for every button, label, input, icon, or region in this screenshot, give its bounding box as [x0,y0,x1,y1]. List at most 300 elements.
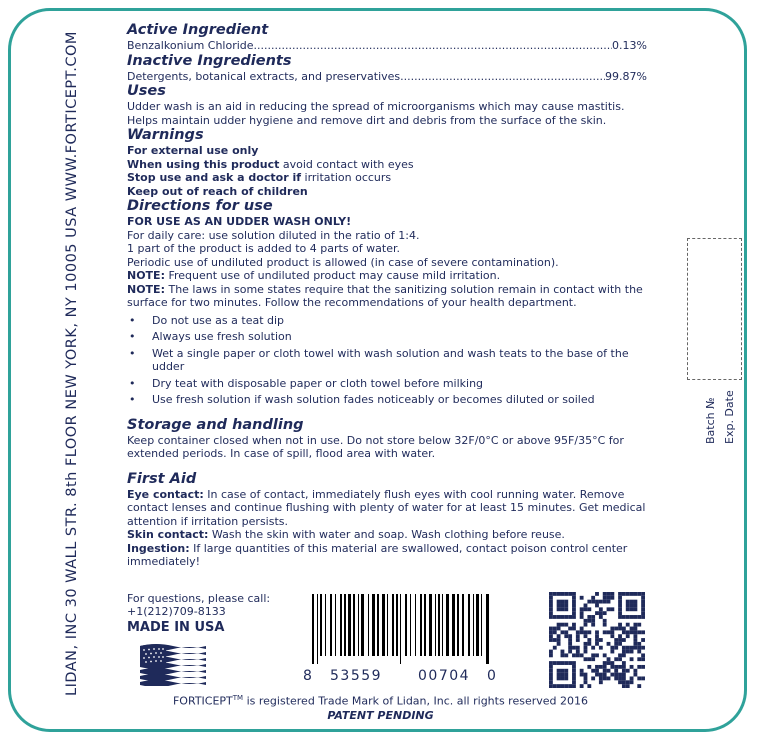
patent-pending: PATENT PENDING [327,709,434,722]
qr-module [637,684,641,688]
barcode-bar [387,594,388,656]
barcode-bar [372,594,375,656]
qr-module [603,653,607,657]
qr-module [580,669,584,673]
qr-module [603,630,607,634]
qr-module [564,600,568,604]
qr-module [564,676,568,680]
qr-module [626,604,630,608]
qr-module [572,661,576,665]
barcode-bar [353,594,355,656]
barcode-bar [325,594,326,656]
qr-module [557,638,561,642]
note-label: NOTE: [127,282,165,296]
qr-module [595,592,599,596]
qr-module [584,619,588,623]
qr-module [641,596,645,600]
qr-module [618,607,622,611]
qr-module [549,592,553,596]
qr-module [572,607,576,611]
qr-module [633,607,637,611]
qr-module [564,673,568,677]
qr-module [637,592,641,596]
qr-module [553,592,557,596]
qr-module [557,604,561,608]
qr-module [564,607,568,611]
qr-module [641,657,645,661]
barcode-bar [486,594,489,664]
barcode-bar [481,594,482,656]
warning-using-label: When using this product [127,157,280,171]
directions-line-3: Periodic use of undiluted product is allowed (in case of severe contamination). [127,255,559,269]
active-ingredient-value: 0.13% [612,39,647,52]
qr-module [614,627,618,631]
list-item: • Dry teat with disposable paper or cloth towel before milking [127,377,647,391]
qr-module [622,680,626,684]
qr-module [603,673,607,677]
qr-module [549,604,553,608]
qr-module [572,665,576,669]
warning-stop-use [127,171,647,185]
qr-module [591,596,595,600]
qr-module [603,661,607,665]
trademark-sup: TM [232,694,244,702]
qr-module [614,676,618,680]
barcode-bar [400,594,401,664]
barcode-bar [312,594,314,664]
trademark-notice [0,694,761,708]
barcode-bar [361,594,364,656]
qr-module [591,657,595,661]
qr-module [607,676,611,680]
qr-module [633,623,637,627]
qr-module [568,650,572,654]
skin-contact-label: Skin contact: [127,528,209,541]
qr-module [561,676,565,680]
qr-module [568,627,572,631]
qr-module [637,642,641,646]
qr-code [549,592,645,688]
qr-module [599,680,603,684]
qr-module [618,615,622,619]
qr-module [557,642,561,646]
qr-module [622,653,626,657]
qr-module [564,623,568,627]
qr-module [587,619,591,623]
qr-module [599,638,603,642]
barcode-bar [340,594,342,656]
qr-module [576,653,580,657]
qr-module [549,676,553,680]
qr-module [633,600,637,604]
qr-module [626,630,630,634]
qr-module [561,669,565,673]
qr-module [626,623,630,627]
note-label: NOTE: [127,269,165,282]
qr-module [549,661,553,665]
qr-module [607,642,611,646]
qr-module [572,676,576,680]
qr-module [603,665,607,669]
barcode-digits-left: 53559 [330,668,383,684]
qr-module [568,592,572,596]
qr-module [641,600,645,604]
qr-module [557,600,561,604]
qr-module [641,611,645,615]
qr-module [564,634,568,638]
phone-number: +1(212)709-8133 [127,605,226,618]
skin-contact-text: Wash the skin with water and soap. Wash clothing before reuse. [208,528,565,541]
qr-module [561,661,565,665]
qr-module [607,669,611,673]
barcode-digit-last: 0 [487,668,498,684]
qr-module [595,665,599,669]
warning-stop-label: Stop use and ask a doctor if [127,171,302,184]
qr-module [633,634,637,638]
dot-leader [254,39,613,53]
active-ingredient-heading: Active Ingredient [127,22,269,38]
qr-module [622,646,626,650]
qr-module [553,646,557,650]
qr-module [572,673,576,677]
qr-module [622,661,626,665]
barcode-bar [476,594,479,656]
directions-note-2 [127,283,647,310]
qr-module [572,611,576,615]
qr-module [553,661,557,665]
qr-module [595,634,599,638]
qr-module [607,607,611,611]
directions-heading: Directions for use [127,198,273,214]
qr-module [572,615,576,619]
qr-module [641,665,645,669]
qr-module [549,627,553,631]
warning-children: Keep out of reach of children [127,184,308,198]
warnings-heading: Warnings [127,127,204,143]
barcode-bar [420,594,422,656]
trademark-brand: FORTICEPT [172,694,233,708]
qr-module [561,630,565,634]
barcode-bar [415,594,416,656]
barcode-bar [348,594,351,656]
qr-module [587,657,591,661]
qr-module [561,650,565,654]
qr-module [557,669,561,673]
qr-module [584,607,588,611]
qr-module [549,665,553,669]
qr-module [572,604,576,608]
qr-module [610,596,614,600]
uses-heading: Uses [127,83,166,99]
qr-module [618,623,622,627]
qr-module [553,627,557,631]
storage-text: Keep container closed when not in use. Do not store below 32F/0°C or above 95F/35°C for extended periods. In case of spill, flood area with water. [127,433,624,460]
qr-module [618,627,622,631]
qr-module [630,680,634,684]
barcode-bar [452,594,455,656]
qr-module [595,669,599,673]
qr-module [610,634,614,638]
qr-module [549,630,553,634]
qr-module [599,673,603,677]
qr-module [591,653,595,657]
qr-module [557,607,561,611]
qr-module [610,607,614,611]
qr-module [591,676,595,680]
ingestion-text: If large quantities of this material are swallowed, contact poison control center immediately! [127,541,628,568]
qr-module [603,600,607,604]
qr-module [633,604,637,608]
qr-module [549,611,553,615]
qr-module [568,642,572,646]
qr-module [641,615,645,619]
qr-module [622,676,626,680]
qr-module [637,676,641,680]
qr-module [641,646,645,650]
qr-module [572,592,576,596]
inactive-ingredients-name: Detergents, botanical extracts, and preservatives [127,69,401,83]
qr-module [622,615,626,619]
qr-module [580,611,584,615]
qr-module [641,592,645,596]
barcode-bar [358,594,359,656]
qr-module [641,676,645,680]
eye-contact-label: Eye contact: [127,487,204,501]
qr-module [622,669,626,673]
qr-module [595,600,599,604]
trademark-text: is registered Trade Mark of Lidan, Inc. all rights reserved 2016 [243,694,589,708]
first-aid-skin [127,528,647,542]
qr-module [610,646,614,650]
qr-module [622,650,626,654]
barcode-bar [438,594,440,656]
qr-module [564,661,568,665]
qr-module [549,673,553,677]
qr-module [553,615,557,619]
qr-module [599,607,603,611]
qr-module [591,623,595,627]
qr-module [587,665,591,669]
qr-module [561,673,565,677]
qr-module [633,669,637,673]
qr-module [595,642,599,646]
qr-module [630,600,634,604]
qr-module [549,634,553,638]
qr-module [618,638,622,642]
qr-module [580,653,584,657]
batch-number-label: Batch № [704,397,717,444]
barcode-bar [405,594,407,656]
qr-module [614,665,618,669]
warning-using-text: avoid contact with eyes [279,157,414,171]
qr-module [549,680,553,684]
qr-module [607,600,611,604]
qr-module [572,627,576,631]
qr-module [618,604,622,608]
company-address: LIDAN, INC 30 WALL STR. 8th FLOOR NEW YORK, NY 10005 USA WWW.FORTICEPT.COM [64,31,80,696]
qr-module [561,623,565,627]
qr-module [626,646,630,650]
waving-flag-icon [138,642,208,686]
qr-module [618,611,622,615]
qr-module [630,650,634,654]
inactive-ingredients-row [127,70,647,84]
qr-module [633,642,637,646]
qr-module [607,596,611,600]
qr-module [622,673,626,677]
made-in-usa: MADE IN USA [127,620,225,635]
qr-module [564,604,568,608]
qr-module [633,638,637,642]
list-item: • Wet a single paper or cloth towel with wash solution and wash teats to the base of the udder [127,347,647,374]
qr-module [603,669,607,673]
qr-module [572,600,576,604]
qr-module [584,646,588,650]
qr-module [637,657,641,661]
qr-module [587,638,591,642]
qr-module [561,684,565,688]
qr-module [580,607,584,611]
qr-module [587,607,591,611]
qr-module [622,627,626,631]
qr-module [549,650,553,654]
qr-module [610,673,614,677]
qr-module [610,650,614,654]
qr-module [584,623,588,627]
qr-module [557,634,561,638]
barcode-bar [382,594,385,656]
qr-module [614,642,618,646]
qr-module [561,653,565,657]
barcode-bar [442,594,443,656]
list-item: • Do not use as a teat dip [127,314,647,328]
qr-module [630,657,634,661]
note-text: The laws in some states require that the sanitizing solution remain in contact with the surface for two minutes. Follow the recommendations of your health department. [127,282,643,309]
qr-module [618,657,622,661]
qr-module [610,627,614,631]
qr-module [572,646,576,650]
qr-module [591,669,595,673]
qr-module [607,630,611,634]
qr-module [618,653,622,657]
qr-module [549,638,553,642]
qr-module [557,592,561,596]
inactive-ingredients-value: 99.87% [605,69,647,83]
expiration-date-label: Exp. Date [723,390,736,444]
qr-module [549,600,553,604]
qr-module [557,627,561,631]
qr-module [610,592,614,596]
qr-module [561,615,565,619]
qr-module [630,646,634,650]
qr-module [633,630,637,634]
qr-module [637,623,641,627]
active-ingredient-row [127,39,647,53]
qr-module [587,615,591,619]
qr-module [561,600,565,604]
qr-module [633,627,637,631]
qr-module [595,638,599,642]
qr-module [584,604,588,608]
qr-module [614,638,618,642]
qr-module [599,615,603,619]
qr-module [599,676,603,680]
qr-module [626,634,630,638]
qr-module [599,611,603,615]
eye-contact-text: In case of contact, immediately flush eyes with cool running water. Remove contact lenses and continue flushing with plenty of water for at least 15 minutes. Get medical attention if irritation persists. [127,487,646,528]
qr-module [603,611,607,615]
qr-module [576,650,580,654]
warning-stop-text: irritation occurs [301,171,392,184]
qr-module [626,607,630,611]
qr-module [591,646,595,650]
qr-module [607,592,611,596]
questions-label: For questions, please call: [127,592,271,605]
qr-module [618,600,622,604]
qr-module [626,684,630,688]
qr-module [622,630,626,634]
qr-module [584,650,588,654]
qr-module [622,665,626,669]
qr-module [614,669,618,673]
qr-module [603,623,607,627]
qr-module [637,615,641,619]
first-aid-eye [127,488,647,529]
qr-module [553,638,557,642]
qr-module [630,665,634,669]
qr-module [626,680,630,684]
qr-module [572,653,576,657]
qr-module [595,653,599,657]
qr-module [622,592,626,596]
qr-module [637,646,641,650]
barcode-bar [335,594,336,656]
barcode-bar [317,594,318,664]
qr-module [584,680,588,684]
qr-module [614,673,618,677]
inactive-ingredients-heading: Inactive Ingredients [127,52,292,69]
qr-module [587,600,591,604]
qr-module [618,673,622,677]
barcode-bar [320,594,322,656]
barcode-bar [330,594,332,656]
dot-leader [400,70,605,84]
qr-module [641,604,645,608]
qr-module [587,630,591,634]
qr-module [618,680,622,684]
barcode-digits-right: 00704 [418,668,471,684]
qr-module [557,661,561,665]
qr-module [618,676,622,680]
barcode [300,594,500,666]
qr-module [549,615,553,619]
qr-module [572,680,576,684]
barcode-bar [446,594,449,656]
qr-module [603,592,607,596]
qr-module [618,642,622,646]
uses-text: Udder wash is an aid in reducing the spread of microorganisms which may cause mastitis. Helps maintain udder hygiene and remove dirt and debris from the surface of the skin. [127,100,625,127]
barcode-bar [392,594,394,656]
warning-using-product [127,158,647,172]
directions-only: FOR USE AS AN UDDER WASH ONLY! [127,215,352,228]
qr-module [599,600,603,604]
qr-module [584,630,588,634]
qr-module [641,653,645,657]
qr-module [599,665,603,669]
barcode-bar [396,594,398,656]
qr-module [572,669,576,673]
qr-module [595,673,599,677]
